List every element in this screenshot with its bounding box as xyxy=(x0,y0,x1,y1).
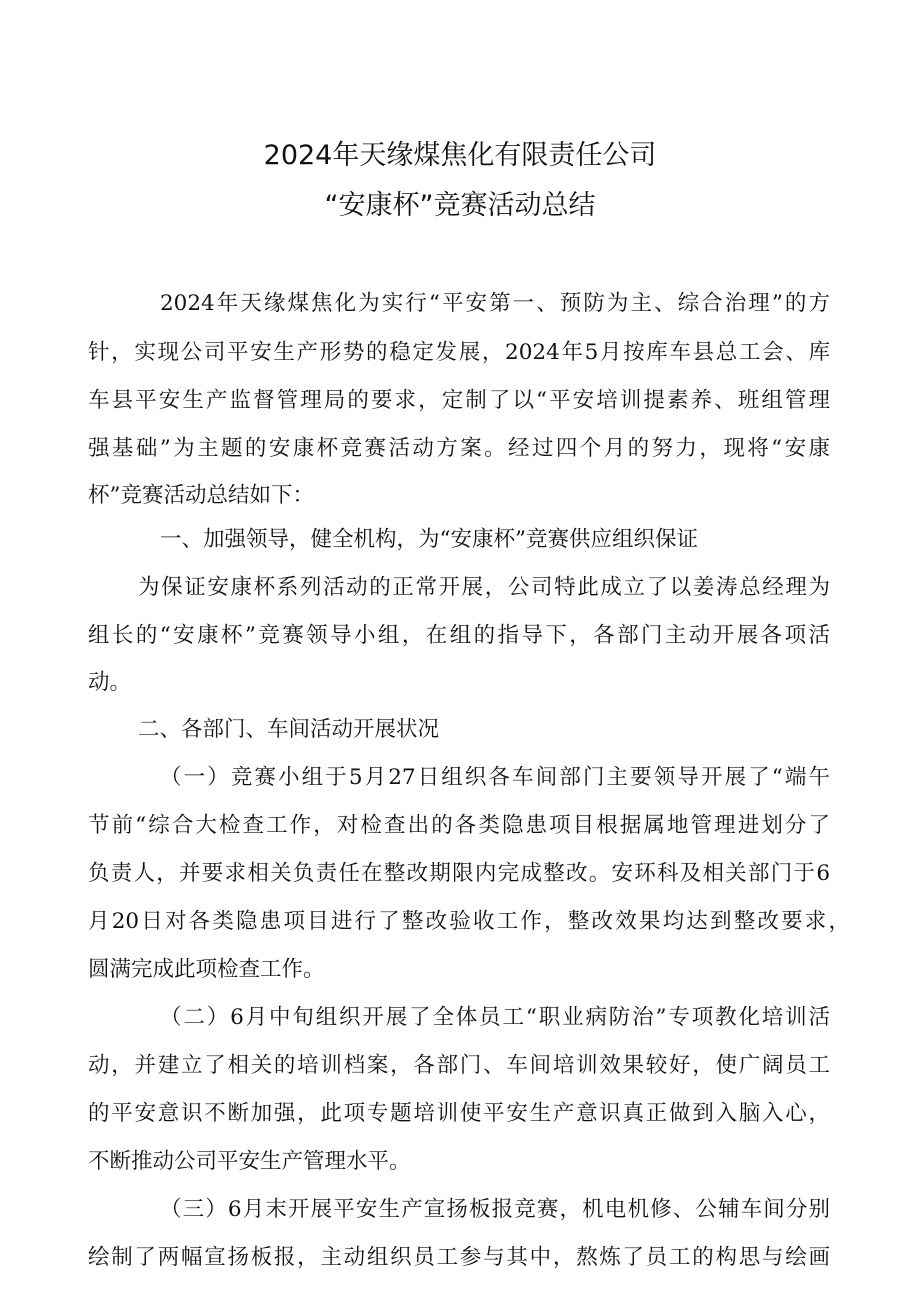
body-line-8: 组长的“安康杯”竞赛领导小组，在组的指导下，各部门主动开展各项活 xyxy=(88,623,830,648)
body-line-21: 绘制了两幅宣扬板报，主动组织员工参与其中，熬炼了员工的构思与绘画 xyxy=(88,1245,830,1270)
section-heading-2: 二、各部门、车间活动开展状况 xyxy=(138,717,440,742)
body-line-13: 负责人，并要求相关负责任在整改期限内完成整改。安环科及相关部门于6 xyxy=(88,861,830,886)
body-line-3: 车县平安生产监督管理局的要求，定制了以“平安培训提素养、班组管理 xyxy=(88,388,830,413)
body-line-9: 动。 xyxy=(88,670,132,695)
body-line-4: 强基础”为主题的安康杯竞赛活动方案。经过四个月的努力，现将“安康 xyxy=(88,436,830,461)
body-line-2: 针，实现公司平安生产形势的稳定发展，2024年5月按库车县总工会、库 xyxy=(88,340,830,365)
body-line-12: 节前“综合大检查工作，对检查出的各类隐患项目根据属地管理进划分了 xyxy=(88,813,830,838)
body-line-5: 杯”竞赛活动总结如下： xyxy=(88,483,314,508)
body-line-17: 动，并建立了相关的培训档案，各部门、车间培训效果较好，使广阔员工 xyxy=(88,1053,830,1078)
title-line-2: “安康杯”竞赛活动总结 xyxy=(324,190,596,221)
body-line-18: 的平安意识不断加强，此项专题培训使平安生产意识真正做到入脑入心， xyxy=(88,1101,830,1126)
body-line-1: 2024年天缘煤焦化为实行“平安第一、预防为主、综合治理”的方 xyxy=(160,291,830,316)
title-line-1: 2024年天缘煤焦化有限责任公司 xyxy=(263,140,657,171)
body-line-20: （三）6月末开展平安生产宣扬板报竞赛，机电机修、公辅车间分别 xyxy=(160,1197,830,1222)
body-line-14: 月20日对各类隐患项目进行了整改验收工作，整改效果均达到整改要求， xyxy=(88,909,850,934)
body-line-16: （二）6月中旬组织开展了全体员工“职业病防治”专项教化培训活 xyxy=(160,1005,830,1030)
section-heading-1: 一、加强领导，健全机构，为“安康杯”竞赛供应组织保证 xyxy=(160,527,698,552)
body-line-11: （一）竞赛小组于5月27日组织各车间部门主要领导开展了“端午 xyxy=(160,765,830,790)
body-line-7: 为保证安康杯系列活动的正常开展，公司特此成立了以姜涛总经理为 xyxy=(138,575,830,600)
body-line-19: 不断推动公司平安生产管理水平。 xyxy=(88,1149,411,1174)
body-line-15: 圆满完成此项检查工作。 xyxy=(88,957,325,982)
